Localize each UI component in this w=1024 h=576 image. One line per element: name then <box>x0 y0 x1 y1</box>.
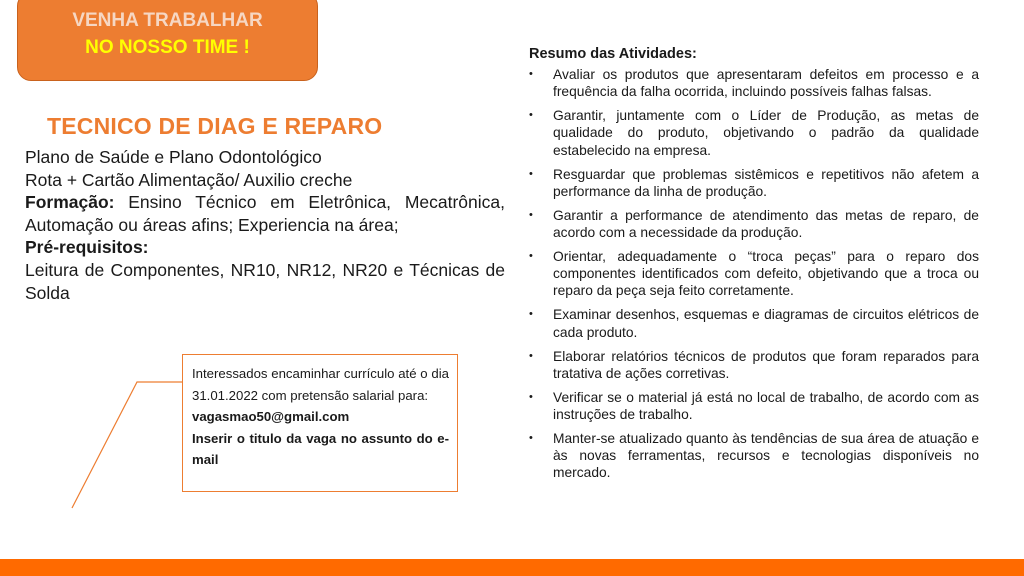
contact-box <box>182 354 458 492</box>
activity-text: Manter-se atualizado quanto às tendências de sua área de atuação e às novas ferramentas, recursos e tecnologias disponíveis no mercado. <box>553 431 979 481</box>
list-item <box>529 430 979 482</box>
bullet-icon: • <box>529 250 533 263</box>
contact-email[interactable]: vagasmao50@gmail.com <box>192 409 350 424</box>
benefit-transport: Rota + Cartão Alimentação/ Auxilio creche <box>25 169 353 190</box>
list-item <box>529 107 979 159</box>
activity-text: Verificar se o material já está no local de trabalho, de acordo com as instruções de trabalho. <box>553 389 979 423</box>
list-item <box>529 166 979 200</box>
banner-line-2: NO NOSSO TIME ! <box>85 37 250 58</box>
formacao-label: Formação: <box>25 192 115 213</box>
bullet-icon: • <box>529 390 533 403</box>
bullet-icon: • <box>529 432 533 445</box>
activity-text: Garantir, juntamente com o Líder de Produção, as metas de qualidade do produto, objetivando o padrão da qualidade estabelecido na empresa. <box>553 108 979 158</box>
activities-list <box>529 66 979 488</box>
list-item <box>529 207 979 241</box>
list-item <box>529 389 979 423</box>
activity-text: Orientar, adequadamente o “troca peças” para o reparo dos componentes identificados com defeito, objetivando que a troca ou reparo da peça seja feito corretamente. <box>553 249 979 299</box>
banner-line-1: VENHA TRABALHAR <box>72 10 263 31</box>
bullet-icon: • <box>529 109 533 122</box>
bullet-icon: • <box>529 167 533 180</box>
contact-note: Inserir o titulo da vaga no assunto do e-mail <box>192 430 449 467</box>
prereq-text: Leitura de Componentes, NR10, NR12, NR20 e Técnicas de Solda <box>25 259 505 303</box>
job-title: TECNICO DE DIAG E REPARO <box>47 113 383 139</box>
footer-bar <box>0 559 1024 576</box>
bullet-icon: • <box>529 349 533 362</box>
bullet-icon: • <box>529 68 533 80</box>
list-item <box>529 348 979 382</box>
activity-text: Resguardar que problemas sistêmicos e repetitivos não afetem a performance da linha de produção. <box>553 166 979 199</box>
prereq-label: Pré-requisitos: <box>25 237 149 258</box>
summary-title: Resumo das Atividades: <box>529 46 697 62</box>
bullet-icon: • <box>529 308 533 321</box>
activity-text: Garantir a performance de atendimento das metas de reparo, de acordo com a necessidade da produção. <box>553 207 979 241</box>
formacao-text: Ensino Técnico em Eletrônica, Mecatrônica, Automação ou áreas afins; Experiencia na área; <box>25 192 505 235</box>
activity-text: Avaliar os produtos que apresentaram defeitos em processo e a frequência da falha ocorrida, incluindo possíveis falhas falsas. <box>553 67 979 100</box>
list-item <box>529 66 979 100</box>
activity-text: Examinar desenhos, esquemas e diagramas de circuitos elétricos de cada produto. <box>553 307 979 340</box>
list-item <box>529 248 979 300</box>
activity-text: Elaborar relatórios técnicos de produtos que foram reparados para tratativa de ações corretivas. <box>553 348 979 381</box>
list-item <box>529 306 979 340</box>
benefit-health: Plano de Saúde e Plano Odontológico <box>25 147 322 167</box>
bullet-icon: • <box>529 208 533 221</box>
contact-instructions: Interessados encaminhar currículo até o dia 31.01.2022 com pretensão salarial para: <box>192 366 449 403</box>
